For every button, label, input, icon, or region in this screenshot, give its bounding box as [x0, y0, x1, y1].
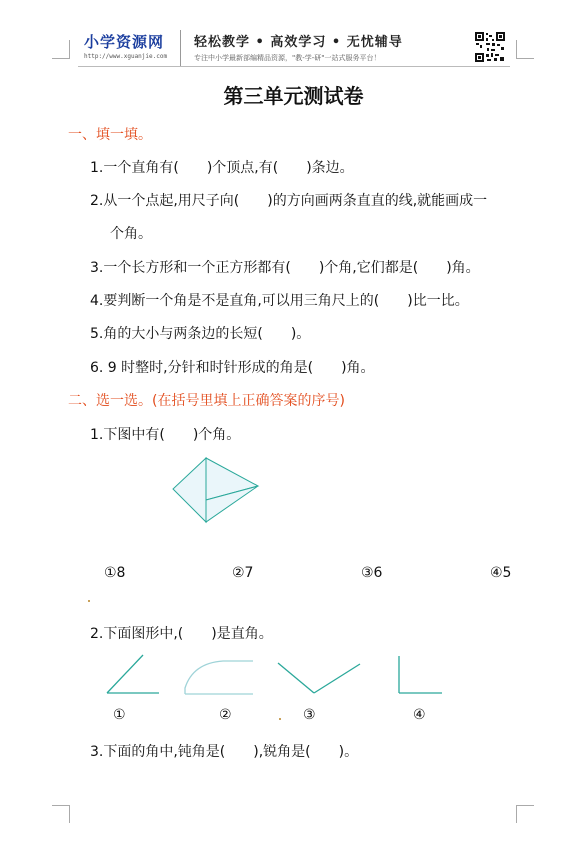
page-title: 第三单元测试卷	[223, 84, 364, 108]
site-url[interactable]: http://www.xguanjie.com	[84, 53, 168, 60]
figure-label-1: ①	[113, 707, 126, 723]
header-divider	[180, 30, 181, 66]
header-slogan: 轻松教学 • 高效学习 • 无忧辅导	[194, 35, 403, 50]
header-subslogan: 专注中小学最新部编精品资源，"教-学-研"一站式服务平台！	[194, 54, 381, 62]
question-1-2-continued: 个角。	[110, 226, 152, 242]
stray-dot-2	[279, 718, 281, 720]
question-1-5: 5.角的大小与两条边的长短( )。	[90, 326, 311, 342]
option-2-1-c: ③6	[361, 565, 383, 581]
figure-label-3: ③	[303, 707, 316, 723]
figure-right-angle	[396, 654, 444, 696]
question-1-3: 3.一个长方形和一个正方形都有( )个角,它们都是( )角。	[90, 260, 480, 276]
section-heading-choose: 二、选一选。(在括号里填上正确答案的序号)	[68, 393, 345, 409]
option-2-1-a: ①8	[104, 565, 126, 581]
site-logo[interactable]: 小学资源网	[84, 33, 165, 51]
question-1-2: 2.从一个点起,用尺子向( )的方向画两条直直的线,就能画成一	[90, 193, 488, 209]
corner-mark-br-v	[516, 805, 517, 823]
corner-mark-br-h	[516, 805, 534, 806]
corner-mark-bl-h	[52, 805, 70, 806]
header-rule	[78, 66, 510, 67]
option-2-1-b: ②7	[232, 565, 254, 581]
angle-count-figure	[166, 455, 264, 525]
figure-obtuse-angle	[276, 661, 362, 695]
corner-mark-tl-v	[69, 40, 70, 58]
figure-label-4: ④	[413, 707, 426, 723]
question-1-1: 1.一个直角有( )个顶点,有( )条边。	[90, 160, 354, 176]
question-1-6: 6. 9 时整时,分针和时针形成的角是( )角。	[90, 360, 375, 376]
qr-code-icon	[474, 31, 506, 63]
corner-mark-tr-h	[516, 58, 534, 59]
stray-dot	[88, 600, 90, 602]
corner-mark-bl-v	[69, 805, 70, 823]
question-1-4: 4.要判断一个角是不是直角,可以用三角尺上的( )比一比。	[90, 293, 469, 309]
question-2-2: 2.下面图形中,( )是直角。	[90, 626, 273, 642]
figure-curved-shape	[183, 658, 255, 696]
corner-mark-tr-v	[516, 40, 517, 58]
question-2-1: 1.下图中有( )个角。	[90, 427, 241, 443]
section-heading-fill: 一、填一填。	[68, 127, 152, 143]
question-2-3: 3.下面的角中,钝角是( ),锐角是( )。	[90, 744, 359, 760]
figure-acute-angle	[105, 653, 161, 695]
corner-mark-tl-h	[52, 58, 70, 59]
option-2-1-d: ④5	[490, 565, 512, 581]
figure-label-2: ②	[219, 707, 232, 723]
